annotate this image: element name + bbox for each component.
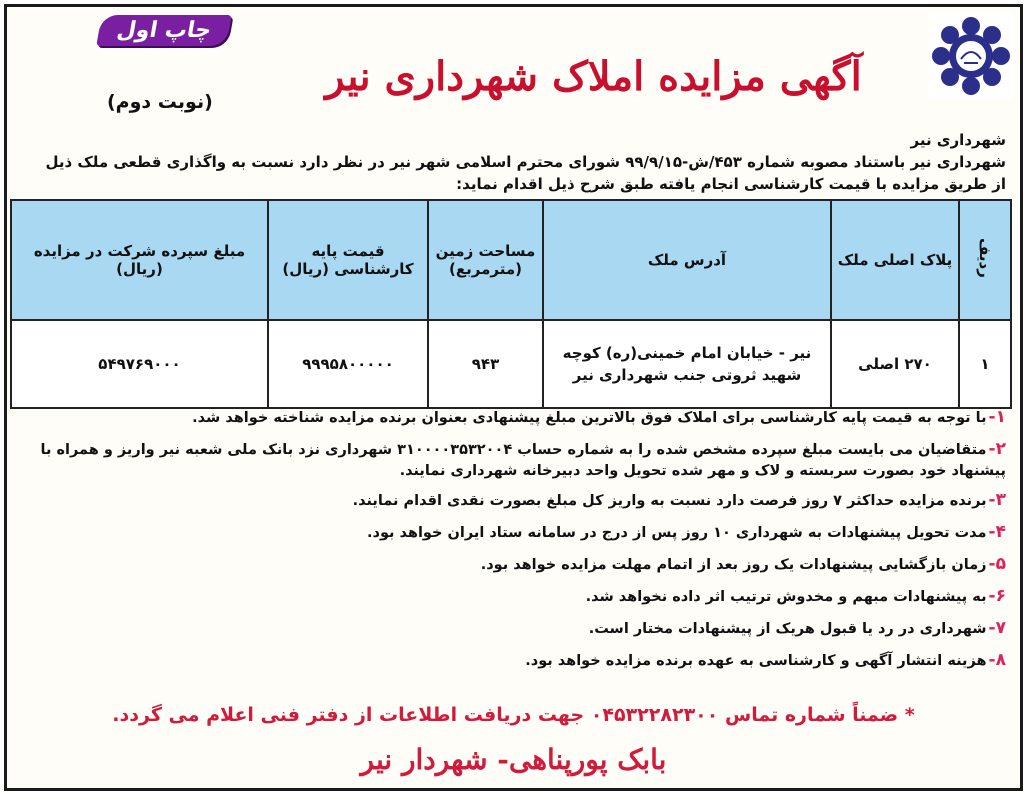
list-item-text: به پیشنهادات مبهم و مخدوش ترتیب اثر داده نخواهد شد. (585, 589, 987, 605)
table-row (11, 320, 1011, 408)
first-print-badge: چاپ اول (96, 15, 232, 46)
mayor-signature: بابک پورپناهی- شهردار نیر (360, 743, 667, 776)
col-header-plaque: پلاک اصلی ملک (831, 200, 959, 320)
list-item-number: ۸- (988, 650, 1006, 670)
list-item (17, 490, 1006, 512)
page-title: آگهی مزایده املاک شهرداری نیر (325, 53, 862, 100)
list-item-number: ۶- (988, 586, 1006, 606)
intro-line-2: شهرداری نیر باستناد مصوبه شماره ۴۵۳/ش-۹۹/۹/۱۵ شورای محترم اسلامی شهر نیر در نظر دارد نسبت به واگذاری قطعی ملک ذیل (45, 153, 1006, 171)
intro-line-1: شهرداری نیر (910, 131, 1006, 149)
col-header-area: مساحت زمین (مترمربع) (428, 200, 543, 320)
list-item (17, 522, 1006, 544)
list-item (17, 554, 1006, 576)
intro-text (21, 129, 1006, 195)
list-item-number: ۵- (988, 554, 1006, 574)
list-item (17, 650, 1006, 672)
col-header-row-label: ردیف (976, 238, 994, 278)
list-item-number: ۴- (988, 522, 1006, 542)
property-table (10, 199, 1012, 409)
list-item-text: با توجه به قیمت پایه کارشناسی برای املاک فوق بالاترین مبلغ پیشنهادی بعنوان برنده مزایده شناخته خواهد شد. (192, 410, 987, 426)
col-header-deposit: مبلغ سپرده شرکت در مزایده (ریال) (11, 200, 268, 320)
list-item-text: برنده مزایده حداکثر ۷ روز فرصت دارد نسبت به واریز کل مبلغ بصورت نقدی اقدام نمایند. (352, 493, 987, 509)
list-item-text: زمان بازگشایی پیشنهادات یک روز بعد از اتمام مهلت مزایده خواهد بود. (480, 557, 987, 573)
list-item-text: هزینه انتشار آگهی و کارشناسی به عهده برنده مزایده خواهد بود. (525, 653, 987, 669)
list-item-text: مدت تحویل پیشنهادات به شهرداری ۱۰ روز پس از درج در سامانه ستاد ایران خواهد بود. (367, 525, 987, 541)
cell-plaque: ۲۷۰ اصلی (831, 320, 959, 408)
municipality-emblem-icon (928, 13, 1014, 99)
list-item-text: شهرداری در رد یا قبول هریک از پیشنهادات مختار است. (588, 621, 987, 637)
list-item-number: ۷- (988, 618, 1006, 638)
round-label: (نوبت دوم) (107, 91, 213, 113)
cell-deposit: ۵۴۹۷۶۹۰۰۰ (11, 320, 268, 408)
conditions-list (17, 407, 1006, 682)
col-header-row (959, 200, 1011, 320)
contact-note: * ضمناً شماره تماس ۰۴۵۳۲۲۸۲۳۰۰ جهت دریافت اطلاعات از دفتر فنی اعلام می گردد. (112, 704, 915, 726)
cell-area: ۹۴۳ (428, 320, 543, 408)
table-header-row (11, 200, 1011, 320)
cell-row: ۱ (959, 320, 1011, 408)
list-item-number: ۲- (988, 439, 1006, 459)
list-item (17, 586, 1006, 608)
list-item-number: ۳- (988, 490, 1006, 510)
intro-line-3: از طریق مزایده با قیمت کارشناسی انجام یافته طبق شرح ذیل اقدام نماید: (456, 175, 1006, 193)
cell-base-price: ۹۹۹۵۸۰۰۰۰۰ (268, 320, 428, 408)
list-item-number: ۱- (988, 407, 1006, 427)
list-item (17, 407, 1006, 429)
col-header-base-price: قیمت پایه کارشناسی (ریال) (268, 200, 428, 320)
list-item (17, 618, 1006, 640)
cell-address: نیر - خیابان امام خمینی(ره) کوچه شهید ثروتی جنب شهرداری نیر (543, 320, 831, 408)
list-item (17, 439, 1006, 482)
list-item-text: متقاضیان می بایست مبلغ سپرده مشخص شده را به شماره حساب ۳۱۰۰۰۰۳۵۳۲۰۰۴ شهرداری نزد بانک ملی شعبه نیر واریز و همراه با پیشنهاد خود بصورت سربسته و لاک و مهر شده تحویل واحد دبیرخانه شهرداری نمایند. (40, 442, 1006, 479)
announcement-page (4, 4, 1023, 791)
col-header-address: آدرس ملک (543, 200, 831, 320)
